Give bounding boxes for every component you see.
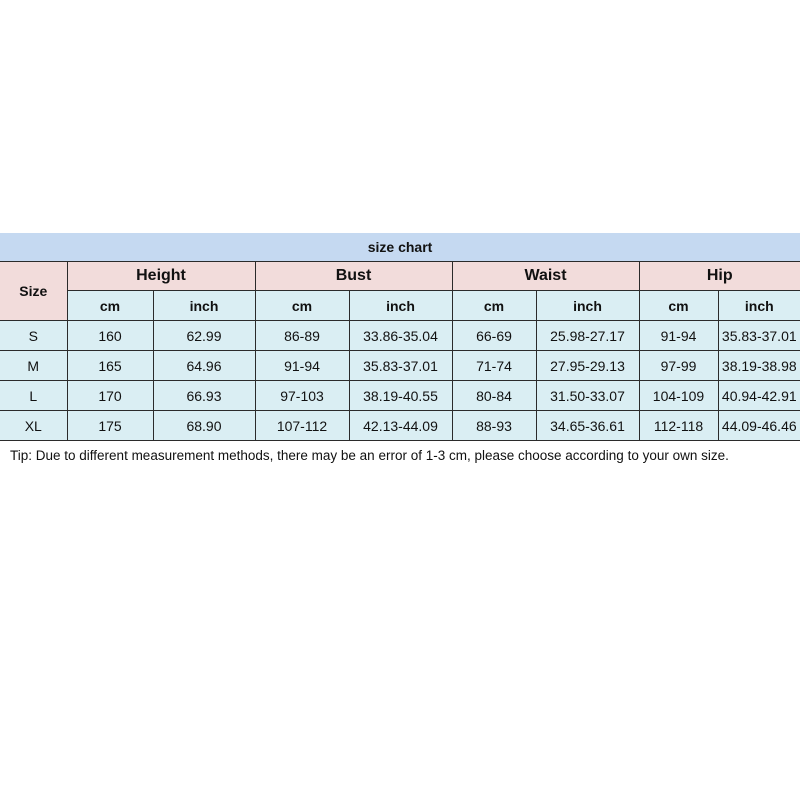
hip-inch-cell: 35.83-37.01 — [718, 321, 800, 351]
hip-cm-cell: 97-99 — [639, 351, 718, 381]
waist-inch-cell: 27.95-29.13 — [536, 351, 639, 381]
bust-cm-cell: 86-89 — [255, 321, 349, 351]
bust-cm-cell: 91-94 — [255, 351, 349, 381]
size-column-header: Size — [0, 262, 67, 321]
hip-inch-cell: 38.19-38.98 — [718, 351, 800, 381]
waist-inch-cell: 31.50-33.07 — [536, 381, 639, 411]
size-chart-table — [0, 233, 800, 441]
hip-cm-cell: 91-94 — [639, 321, 718, 351]
hip-cm-cell: 104-109 — [639, 381, 718, 411]
table-row — [0, 411, 800, 441]
bust-inch-cell: 38.19-40.55 — [349, 381, 452, 411]
bust-cm-cell: 107-112 — [255, 411, 349, 441]
waist-group-header: Waist — [452, 262, 639, 291]
table-title: size chart — [0, 233, 800, 262]
hip-cm-header: cm — [639, 291, 718, 321]
bust-inch-header: inch — [349, 291, 452, 321]
height-group-header: Height — [67, 262, 255, 291]
height-inch-cell: 68.90 — [153, 411, 255, 441]
hip-group-header: Hip — [639, 262, 800, 291]
waist-cm-header: cm — [452, 291, 536, 321]
table-row — [0, 381, 800, 411]
height-inch-cell: 64.96 — [153, 351, 255, 381]
waist-cm-cell: 66-69 — [452, 321, 536, 351]
size-cell: M — [0, 351, 67, 381]
height-inch-cell: 62.99 — [153, 321, 255, 351]
height-cm-cell: 175 — [67, 411, 153, 441]
hip-inch-cell: 44.09-46.46 — [718, 411, 800, 441]
bust-cm-header: cm — [255, 291, 349, 321]
table-row — [0, 321, 800, 351]
size-cell: S — [0, 321, 67, 351]
hip-cm-cell: 112-118 — [639, 411, 718, 441]
title-row — [0, 233, 800, 262]
bust-inch-cell: 33.86-35.04 — [349, 321, 452, 351]
height-inch-header: inch — [153, 291, 255, 321]
bust-inch-cell: 42.13-44.09 — [349, 411, 452, 441]
size-cell: L — [0, 381, 67, 411]
hip-inch-header: inch — [718, 291, 800, 321]
bust-inch-cell: 35.83-37.01 — [349, 351, 452, 381]
bust-group-header: Bust — [255, 262, 452, 291]
measurement-tip: Tip: Due to different measurement methods, there may be an error of 1-3 cm, please choose according to your own size. — [10, 448, 729, 463]
waist-cm-cell: 71-74 — [452, 351, 536, 381]
hip-inch-cell: 40.94-42.91 — [718, 381, 800, 411]
group-header-row — [0, 262, 800, 291]
height-cm-cell: 165 — [67, 351, 153, 381]
waist-inch-cell: 25.98-27.17 — [536, 321, 639, 351]
bust-cm-cell: 97-103 — [255, 381, 349, 411]
height-inch-cell: 66.93 — [153, 381, 255, 411]
waist-cm-cell: 88-93 — [452, 411, 536, 441]
waist-cm-cell: 80-84 — [452, 381, 536, 411]
waist-inch-cell: 34.65-36.61 — [536, 411, 639, 441]
waist-inch-header: inch — [536, 291, 639, 321]
height-cm-header: cm — [67, 291, 153, 321]
height-cm-cell: 160 — [67, 321, 153, 351]
size-cell: XL — [0, 411, 67, 441]
unit-header-row — [0, 291, 800, 321]
height-cm-cell: 170 — [67, 381, 153, 411]
table-row — [0, 351, 800, 381]
